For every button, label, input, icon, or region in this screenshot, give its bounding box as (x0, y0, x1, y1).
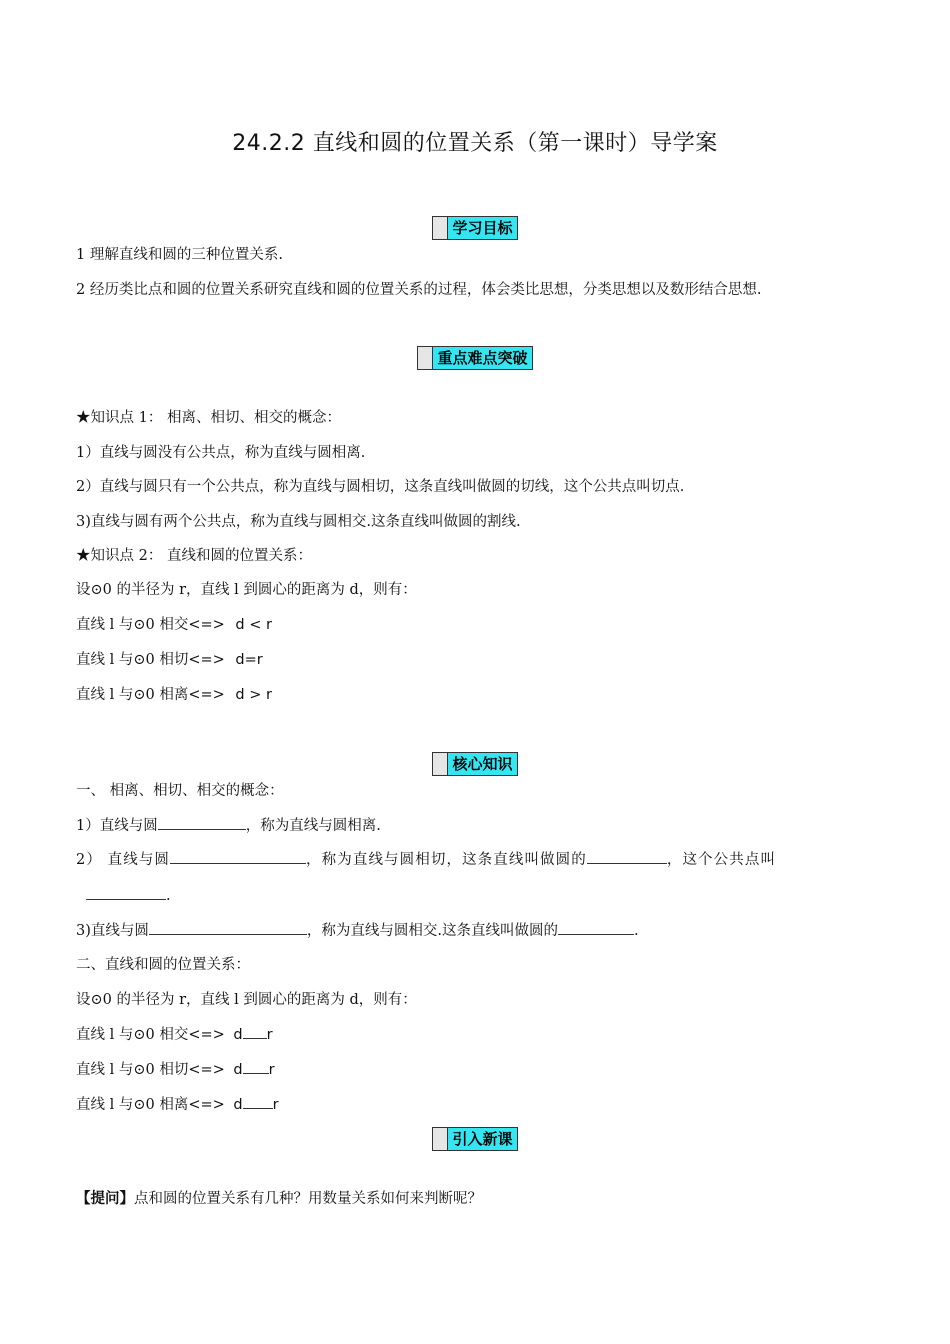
core-text: 3)直线与圆 (76, 923, 149, 939)
fill-blank[interactable] (86, 885, 166, 900)
core-text: ，称为直线与圆相交.这条直线叫做圆的 (306, 923, 558, 939)
fill-blank[interactable] (558, 920, 634, 935)
relation-var: r (268, 1062, 275, 1078)
core-text: ，称为直线与圆相切，这条直线叫做圆的 (306, 852, 587, 868)
core-text: 1）直线与圆 (76, 818, 158, 834)
key-line-2: 2）直线与圆只有一个公共点，称为直线与圆相切，这条直线叫做圆的切线，这个公共点叫切点. (76, 479, 685, 495)
section-label: 重点难点突破 (433, 347, 531, 369)
key-setup: 设⊙0 的半径为 r，直线 l 到圆心的距离为 d，则有： (76, 582, 417, 598)
core-text: . (166, 888, 171, 904)
page-title: 24.2.2 直线和圆的位置关系（第一课时）导学案 (232, 131, 718, 156)
section-label: 核心知识 (448, 753, 516, 775)
core-line-2 (76, 849, 776, 870)
knowledge-point-1: ★知识点 1： 相离、相切、相交的概念： (76, 410, 341, 426)
core-relation-intersect (76, 1024, 273, 1045)
goal-item-1: 1 理解直线和圆的三种位置关系. (76, 247, 283, 263)
question-text: 点和圆的位置关系有几种？用数量关系如何来判断呢？ (134, 1191, 482, 1207)
core-line-2-cont (86, 885, 171, 906)
key-line-1: 1）直线与圆没有公共点，称为直线与圆相离. (76, 445, 366, 461)
relation-label: 直线 l 与⊙0 相离<=> (76, 687, 225, 703)
section-marker (418, 347, 433, 369)
core-line-1 (76, 815, 381, 836)
key-relation-intersect (76, 615, 272, 635)
goal-item-2: 2 经历类比点和圆的位置关系研究直线和圆的位置关系的过程，体会类比思想，分类思想以及数形结合思想. (76, 282, 762, 298)
fill-blank[interactable] (243, 1094, 273, 1109)
knowledge-point-2: ★知识点 2： 直线和圆的位置关系： (76, 548, 312, 564)
intro-question (76, 1189, 482, 1209)
relation-var: d (233, 1027, 243, 1043)
section-header-goals (0, 216, 950, 242)
fill-blank[interactable] (170, 849, 306, 864)
relation-var: d (233, 1097, 243, 1113)
key-relation-tangent (76, 650, 263, 670)
relation-label: 直线 l 与⊙0 相离<=> (76, 1097, 225, 1113)
question-tag: 【提问】 (76, 1190, 134, 1207)
fill-blank[interactable] (243, 1059, 269, 1074)
relation-formula: d=r (235, 652, 263, 668)
relation-formula: d > r (235, 687, 272, 703)
fill-blank[interactable] (158, 815, 246, 830)
relation-label: 直线 l 与⊙0 相交<=> (76, 1027, 225, 1043)
core-text: ，这个公共点叫 (666, 852, 777, 868)
fill-blank[interactable] (149, 920, 307, 935)
relation-var: r (266, 1027, 273, 1043)
fill-blank[interactable] (587, 849, 667, 864)
relation-var: r (272, 1097, 279, 1113)
relation-formula: d < r (235, 617, 272, 633)
section-header-key (0, 346, 950, 372)
section-marker (433, 753, 448, 775)
core-heading-2: 二、直线和圆的位置关系： (76, 957, 250, 973)
section-label: 学习目标 (448, 217, 516, 239)
section-label: 引入新课 (448, 1128, 516, 1150)
core-text: 2） 直线与圆 (76, 852, 171, 868)
key-line-3: 3)直线与圆有两个公共点，称为直线与圆相交.这条直线叫做圆的割线. (76, 514, 521, 530)
relation-label: 直线 l 与⊙0 相交<=> (76, 617, 225, 633)
core-setup: 设⊙0 的半径为 r，直线 l 到圆心的距离为 d，则有： (76, 992, 417, 1008)
core-relation-tangent (76, 1059, 275, 1080)
section-header-core (0, 752, 950, 778)
core-text: ，称为直线与圆相离. (245, 818, 381, 834)
section-header-intro (0, 1127, 950, 1153)
fill-blank[interactable] (243, 1024, 267, 1039)
core-heading-1: 一、 相离、相切、相交的概念： (76, 783, 284, 799)
core-relation-separate (76, 1094, 279, 1115)
core-line-3 (76, 920, 639, 941)
core-text: . (634, 923, 639, 939)
section-marker (433, 1128, 448, 1150)
relation-var: d (233, 1062, 243, 1078)
key-relation-separate (76, 685, 272, 705)
relation-label: 直线 l 与⊙0 相切<=> (76, 652, 225, 668)
section-marker (433, 217, 448, 239)
relation-label: 直线 l 与⊙0 相切<=> (76, 1062, 225, 1078)
